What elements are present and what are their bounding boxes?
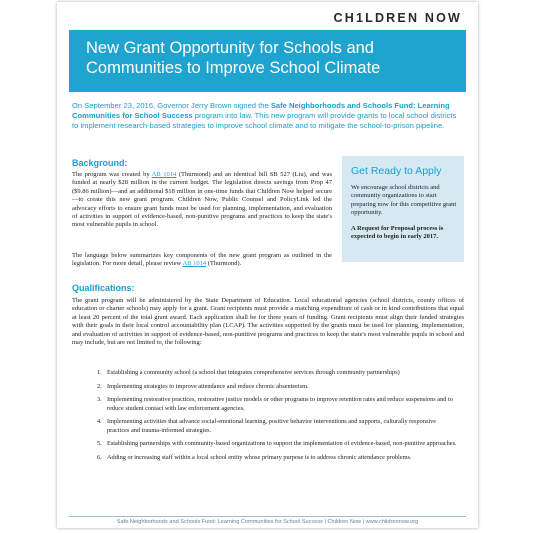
bg-p1-a: The program was created by	[72, 171, 152, 178]
ab1014-link-2[interactable]: AB 1014	[182, 260, 207, 268]
list-item	[97, 440, 457, 448]
intro-suffix: program into law. This new program will provide grants to local school districts to implement research-based strategies to improve school climate and to mitigate the school-to-prison pipeline.	[72, 110, 457, 130]
list-text: Implementing activities that advance social-emotional learning, positive behavior interventions and supports, culturally responsive practices and trauma-informed strategies.	[107, 418, 437, 434]
sidebar-paragraph-2: A Request for Proposal process is expected to begin in early 2017.	[351, 225, 444, 241]
intro-prefix: On September 23, 2016, Governor Jerry Brown signed the	[72, 101, 271, 110]
list-number: 4.	[97, 418, 102, 426]
list-item	[97, 369, 457, 377]
sidebar-heading: Get Ready to Apply	[351, 165, 442, 177]
sidebar-paragraph-1: We encourage school districts and community organizations to start preparing now for this competitive grant opportunity.	[351, 184, 457, 217]
background-paragraph-1	[72, 171, 332, 230]
page-footer: Safe Neighborhoods and Schools Fund: Learning Communities for School Success | Children Now | www.childrennow.org	[69, 516, 466, 525]
bg-p2-a: The language below summarizes key components of the new grant program as outlined in the legislation. For more detail, please review	[72, 252, 332, 268]
ab1014-link[interactable]: AB 1014	[151, 171, 177, 178]
qualifications-heading: Qualifications:	[72, 283, 135, 293]
title-banner	[69, 30, 466, 92]
background-paragraph-2	[72, 252, 332, 269]
list-item	[97, 418, 457, 434]
list-text: Implementing strategies to improve attendance and reduce chronic absenteeism.	[107, 382, 309, 390]
list-text: Implementing restorative practices, restorative justice models or other programs to improve retention rates and reduce suspensions and to reduce student contact with law enforcement agencies.	[107, 396, 453, 412]
qualifications-paragraph: The grant program will be administered by the State Department of Education. Local educational agencies (school districts, county offices of education or charter schools) may apply for a grant. Grant recipients must provide a matching expenditure of cash or in kind contributions that equal at least 20 percent of the total grant award. Each application shall be for three years of funding. Grant recipients must align their funded strategies with their goals in their local control accountability plan (LCAP). The activities supported by the grants must be used for planning, implementation, and evaluation of activities in support of evidence-based, non-punitive programs and practices to keep the state's most vulnerable pupils in school and may include, but are not limited to, the following:	[72, 297, 464, 347]
bg-p2-b: (Thurmond).	[206, 260, 242, 268]
children-now-logo: CH1LDREN NOW	[333, 11, 462, 25]
list-text: Adding or increasing staff within a local school entity whose primary purpose is to address chronic attendance problems.	[107, 453, 412, 461]
list-number: 1.	[97, 369, 102, 376]
document-page	[57, 2, 478, 528]
background-heading: Background:	[72, 158, 128, 168]
list-number: 5.	[97, 440, 102, 448]
list-number: 6.	[97, 453, 102, 461]
bg-p1-b: (Thurmond) and an identical bill SB 527 (Liu), and was funded at nearly $28 million in the current budget. The legislation directs savings from Prop 47 ($9.86 million)—and an additional $18 million in one-time funds that Children Now helped secure—to create this new grant program. Children Now, Public Counsel and PolicyLink led the advocacy efforts to ensure grant funds must be used for planning, implementation, and evaluation of activities in support of evidence-based, non-punitive programs and practices to keep the state's most vulnerable pupils in school.	[72, 171, 333, 229]
list-number: 2.	[97, 382, 102, 390]
page-title: New Grant Opportunity for Schools and Communities to Improve School Climate	[86, 39, 381, 77]
list-text: Establishing a community school (a school that integrates comprehensive services through community partnerships)	[107, 369, 400, 376]
list-item	[97, 454, 457, 462]
get-ready-sidebar	[342, 156, 464, 262]
list-number: 3.	[97, 396, 102, 404]
list-item	[97, 383, 457, 391]
qualifications-list	[97, 369, 457, 468]
list-item	[97, 396, 457, 412]
list-text: Establishing partnerships with community-based organizations to support the implementation of evidence-based, non-punitive approaches.	[107, 440, 457, 448]
intro-program-name: Safe Neighborhoods and Schools Fund: Learning Communities for School Success	[72, 101, 450, 120]
intro-paragraph	[72, 101, 464, 130]
